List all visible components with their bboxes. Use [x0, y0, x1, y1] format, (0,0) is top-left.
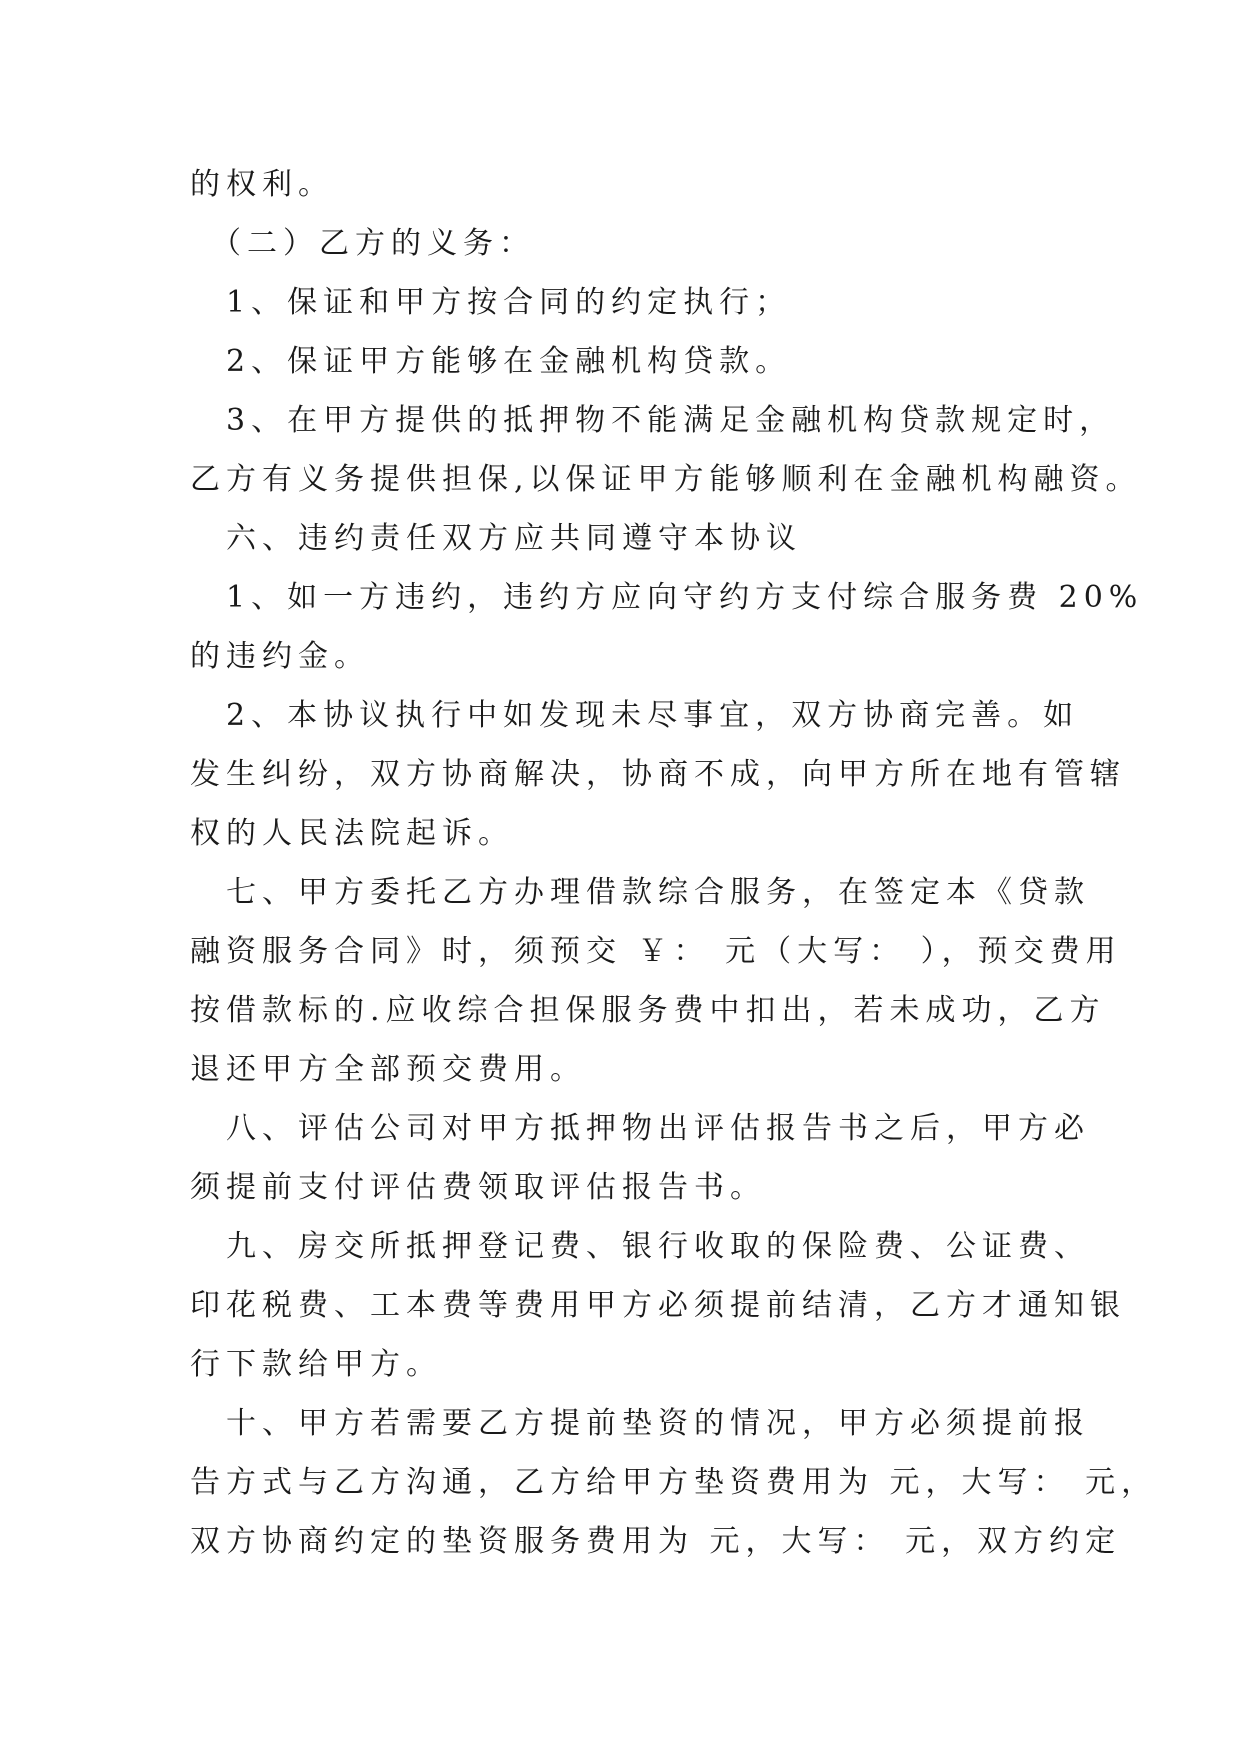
section-heading: 八、评估公司对甲方抵押物出评估报告书之后，甲方必: [190, 1111, 1090, 1146]
text-line: 2、保证甲方能够在金融机构贷款。: [190, 344, 792, 379]
section-heading: （二）乙方的义务：: [190, 226, 535, 261]
text-line: 1、保证和甲方按合同的约定执行；: [190, 285, 792, 320]
text-line: 融资服务合同》时，须预交 ￥： 元（大写： ），预交费用: [190, 934, 1122, 969]
text-line: 告方式与乙方沟通，乙方给甲方垫资费用为 元，大写： 元，: [190, 1465, 1158, 1500]
text-line: 行下款给甲方。: [190, 1347, 442, 1382]
section-heading: 十、甲方若需要乙方提前垫资的情况，甲方必须提前报: [190, 1406, 1090, 1441]
text-line: 印花税费、工本费等费用甲方必须提前结清，乙方才通知银: [190, 1288, 1126, 1323]
section-heading: 六、违约责任双方应共同遵守本协议: [190, 521, 802, 556]
text-line: 须提前支付评估费领取评估报告书。: [190, 1170, 766, 1205]
section-heading: 七、甲方委托乙方办理借款综合服务，在签定本《贷款: [190, 875, 1090, 910]
text-line: 权的人民法院起诉。: [190, 816, 514, 851]
text-line: 2、本协议执行中如发现未尽事宜，双方协商完善。如: [190, 698, 1080, 733]
text-line: 双方协商约定的垫资服务费用为 元，大写： 元，双方约定: [190, 1524, 1122, 1559]
text-line: 的权利。: [190, 167, 334, 202]
text-line: 1、如一方违约，违约方应向守约方支付综合服务费 20%: [190, 580, 1144, 615]
text-line: 3、在甲方提供的抵押物不能满足金融机构贷款规定时，: [190, 403, 1116, 438]
text-line: 按借款标的.应收综合担保服务费中扣出，若未成功，乙方: [190, 993, 1106, 1028]
text-line: 的违约金。: [190, 639, 370, 674]
text-line: 乙方有义务提供担保,以保证甲方能够顺利在金融机构融资。: [190, 462, 1142, 497]
text-line: 退还甲方全部预交费用。: [190, 1052, 586, 1087]
text-line: 发生纠纷，双方协商解决，协商不成，向甲方所在地有管辖: [190, 757, 1126, 792]
contract-text: [190, 155, 1158, 1571]
section-heading: 九、房交所抵押登记费、银行收取的保险费、公证费、: [190, 1229, 1090, 1264]
